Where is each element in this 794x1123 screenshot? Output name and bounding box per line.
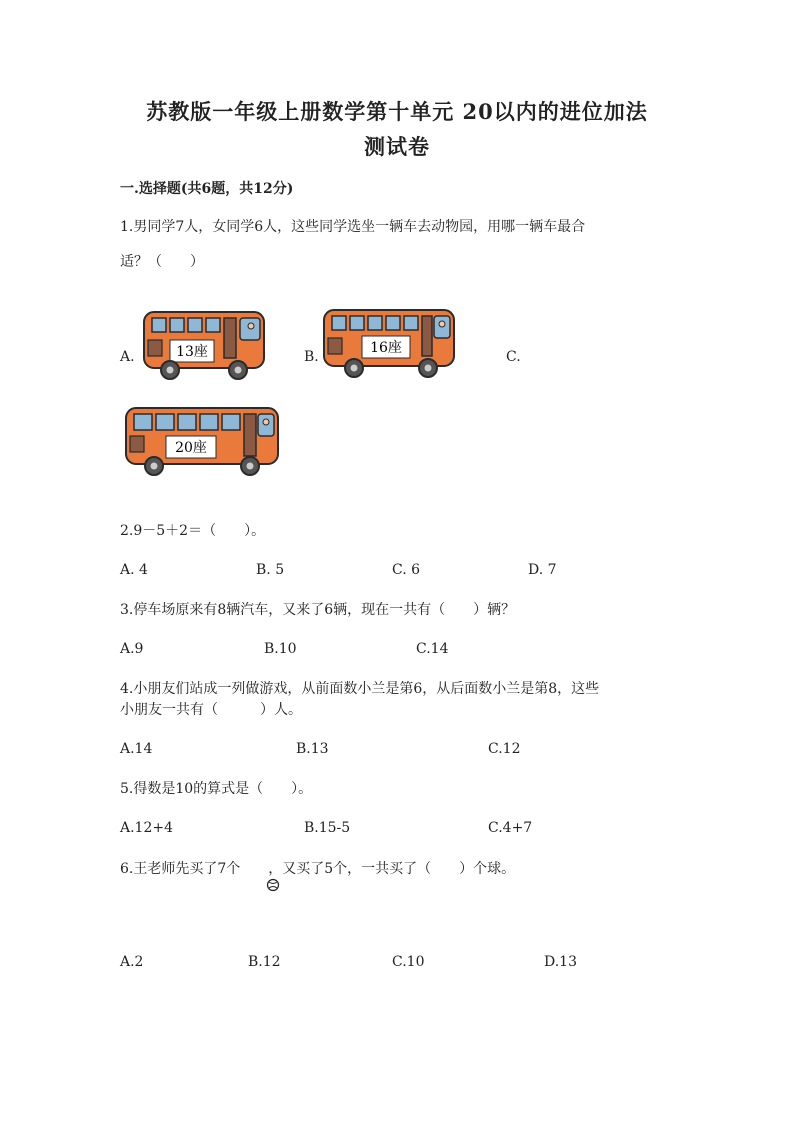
bus-window — [200, 414, 218, 430]
page-title-line1: 苏教版一年级上册数学第十单元 20以内的进位加法 — [146, 99, 648, 124]
bus-window — [188, 318, 202, 332]
q6-option-d: D.13 — [544, 954, 577, 970]
q5-option-a: A.12+4 — [120, 820, 174, 836]
q5-option-c: C.4+7 — [488, 820, 533, 836]
bus-panel — [328, 338, 342, 354]
page-title-line2: 测试卷 — [364, 134, 430, 159]
bus-window — [206, 318, 220, 332]
q1-option-c-letter: C. — [506, 349, 521, 365]
bus-window — [134, 414, 152, 430]
q6-option-c: C.10 — [392, 954, 425, 970]
ball-icon — [266, 878, 280, 892]
bus-seat-label: 16座 — [370, 340, 402, 356]
bus-hub — [351, 365, 358, 372]
bus-panel — [148, 340, 162, 356]
question-4-line1: 4.小朋友们站成一列做游戏，从前面数小兰是第6，从后面数小兰是第8，这些 — [120, 681, 600, 697]
bus-door — [422, 316, 432, 356]
q2-option-c: C. 6 — [392, 562, 421, 578]
bus-window — [368, 316, 382, 330]
q4-option-a: A.14 — [120, 741, 153, 757]
question-2: 2.9－5＋2＝（ ）。 — [120, 523, 266, 539]
q3-option-b: B.10 — [264, 641, 297, 657]
question-1-line1: 1.男同学7人，女同学6人，这些同学选坐一辆车去动物园，用哪一辆车最合 — [120, 219, 586, 235]
q4-option-b: B.13 — [296, 741, 329, 757]
q6-option-a: A.2 — [120, 954, 144, 970]
section-heading: 一.选择题(共6题，共12分) — [120, 181, 294, 197]
bus-seat-label: 20座 — [175, 440, 207, 456]
bus-panel — [130, 436, 144, 452]
question-4-line2: 小朋友一共有（ ）人。 — [120, 702, 302, 718]
q6-option-b: B.12 — [248, 954, 281, 970]
q2-option-a: A. 4 — [120, 562, 148, 578]
q3-option-c: C.14 — [416, 641, 449, 657]
q1-option-a-letter: A. — [120, 349, 135, 365]
bus-window — [332, 316, 346, 330]
bus-window — [170, 318, 184, 332]
bus-seat-label: 13座 — [176, 344, 208, 360]
bus-hub — [235, 367, 242, 374]
bus-hub — [167, 367, 174, 374]
bus-window — [386, 316, 400, 330]
bus-16-seat-image — [320, 306, 460, 382]
q4-option-c: C.12 — [488, 741, 521, 757]
bus-window — [350, 316, 364, 330]
driver-icon — [439, 321, 445, 327]
bus-hub — [425, 365, 432, 372]
question-1-line2: 适？（ ） — [120, 254, 204, 270]
bus-window — [156, 414, 174, 430]
bus-window — [404, 316, 418, 330]
driver-icon — [248, 323, 254, 329]
question-5: 5.得数是10的算式是（ ）。 — [120, 781, 313, 797]
bus-hub — [151, 463, 158, 470]
bus-window — [222, 414, 240, 430]
q1-option-b-letter: B. — [304, 349, 319, 365]
bus-hub — [247, 463, 254, 470]
question-6: 6.王老师先买了7个 ，又买了5个，一共买了（ ）个球。 — [120, 861, 516, 877]
bus-20-seat-image — [122, 404, 284, 478]
driver-icon — [263, 419, 269, 425]
question-3: 3.停车场原来有8辆汽车，又来了6辆，现在一共有（ ）辆？ — [120, 602, 516, 618]
bus-window — [152, 318, 166, 332]
q2-option-d: D. 7 — [528, 562, 557, 578]
bus-13-seat-image — [140, 308, 270, 384]
q2-option-b: B. 5 — [256, 562, 285, 578]
q5-option-b: B.15-5 — [304, 820, 351, 836]
bus-door — [244, 414, 256, 456]
q3-option-a: A.9 — [120, 641, 144, 657]
bus-window — [178, 414, 196, 430]
bus-door — [224, 318, 236, 358]
